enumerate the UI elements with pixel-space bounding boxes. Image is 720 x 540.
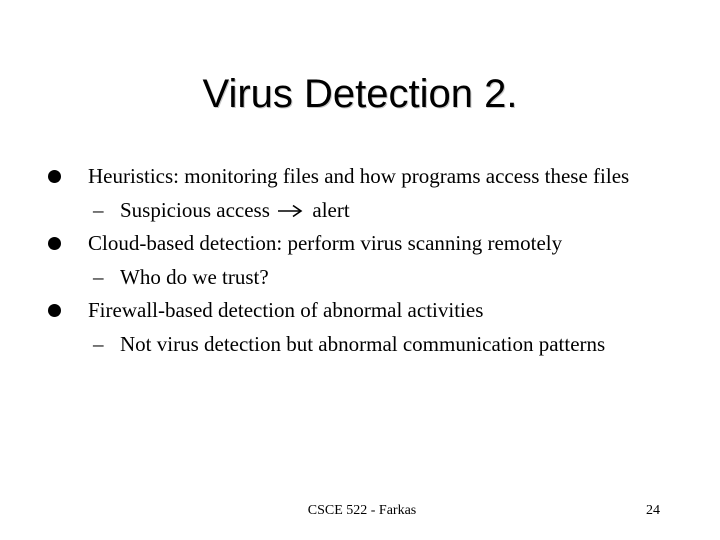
sub-bullet-text: Who do we trust? <box>120 264 269 289</box>
bullet-list <box>48 160 668 361</box>
sub-bullet-text-before: Suspicious access <box>120 197 270 222</box>
slide-title: Virus Detection 2. <box>202 72 518 116</box>
sub-bullet-text: Not virus detection but abnormal communication patterns <box>120 331 606 356</box>
bullet-icon <box>48 170 61 183</box>
bullet-item-firewall <box>48 294 668 328</box>
bullet-icon <box>48 304 61 317</box>
bullet-item-heuristics <box>48 160 668 194</box>
bullet-item-cloud <box>48 227 668 261</box>
footer-course: CSCE 522 - Farkas <box>307 503 417 518</box>
page-number: 24 <box>646 503 660 518</box>
bullet-icon <box>48 237 61 250</box>
sub-bullet-text-after: alert <box>312 197 350 222</box>
bullet-text: Firewall-based detection of abnormal activities <box>88 298 484 322</box>
right-arrow-icon <box>277 204 303 218</box>
dash-icon: – <box>93 331 104 356</box>
sub-bullet-item <box>48 194 668 228</box>
bullet-text: Cloud-based detection: perform virus scanning remotely <box>88 231 563 255</box>
dash-icon: – <box>93 197 104 222</box>
sub-bullet-item <box>48 328 668 362</box>
sub-bullet-item <box>48 261 668 295</box>
bullet-text: Heuristics: monitoring files and how programs access these files <box>88 164 630 188</box>
dash-icon: – <box>93 264 104 289</box>
